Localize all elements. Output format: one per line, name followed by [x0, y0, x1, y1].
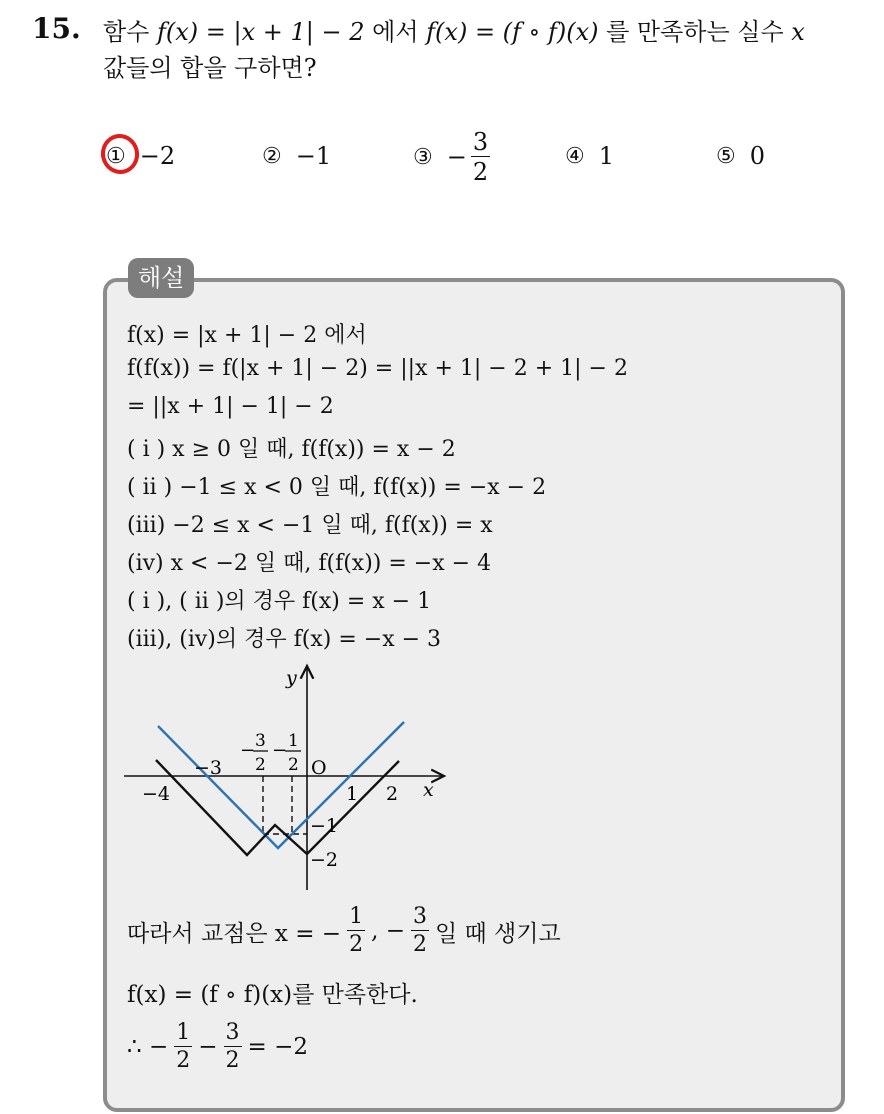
- solution-line-2: f(f(x)) = f(|x + 1| − 2) = ||x + 1| − 2 + 1| − 2: [127, 356, 628, 381]
- question-number: 15.: [32, 12, 81, 45]
- solution-line-7: (iv) x < −2 일 때, f(f(x)) = −x − 4: [127, 551, 492, 576]
- solution-line-1: f(x) = |x + 1| − 2 에서: [127, 323, 367, 348]
- y-axis-label: y: [286, 667, 297, 689]
- choice-1-number: ①: [106, 143, 126, 169]
- choice-5-value: 0: [749, 142, 766, 170]
- choice-2[interactable]: [262, 142, 331, 170]
- origin-label: O: [311, 757, 327, 779]
- solution-tag: 해설: [128, 258, 194, 298]
- solution-line-8: ( i ), ( ii )의 경우 f(x) = x − 1: [127, 589, 432, 614]
- tick-label-1: 1: [346, 783, 359, 805]
- question-line-2: 값들의 합을 구하면?: [103, 54, 317, 82]
- tick-label-neg-1: −1: [310, 815, 339, 837]
- choice-3-number: ③: [413, 144, 433, 170]
- conclusion-line-1: 따라서 교점은 x = − $\frac{1}{2}$ , − $\frac{3}{2}$ 일 때 생기고: [127, 904, 561, 957]
- final-answer-line: ∴ − $\frac{1}{2}$ − $\frac{3}{2}$ = −2: [127, 1020, 308, 1073]
- solution-line-3: = ||x + 1| − 1| − 2: [127, 394, 334, 419]
- choice-2-number: ②: [262, 143, 282, 169]
- tick-label-neg-4: −4: [142, 783, 171, 805]
- svg-text:−: −: [272, 740, 288, 761]
- choice-4-value: 1: [598, 142, 615, 170]
- choice-3-value: − $\frac{3}{2}$: [446, 128, 489, 186]
- solution-line-4: ( i ) x ≥ 0 일 때, f(f(x)) = x − 2: [127, 437, 456, 462]
- choice-3[interactable]: [413, 130, 490, 184]
- choice-5[interactable]: [716, 142, 765, 170]
- choice-5-number: ⑤: [716, 143, 736, 169]
- choice-1-value: −2: [139, 142, 176, 170]
- svg-text:2: 2: [288, 755, 299, 775]
- question-line-1: 함수 f(x) = |x + 1| − 2 에서 f(x) = (f ∘ f)(x) 를 만족하는 실수 x: [103, 18, 805, 46]
- choice-4[interactable]: [565, 142, 614, 170]
- tick-label-neg-2: −2: [310, 849, 339, 871]
- solution-line-6: (iii) −2 ≤ x < −1 일 때, f(f(x)) = x: [127, 513, 493, 538]
- question-text: [103, 14, 873, 86]
- solution-line-9: (iii), (iv)의 경우 f(x) = −x − 3: [127, 627, 442, 652]
- svg-text:1: 1: [288, 731, 299, 751]
- solution-line-5: ( ii ) −1 ≤ x < 0 일 때, f(f(x)) = −x − 2: [127, 475, 547, 500]
- tick-label-neg-3: −3: [194, 757, 223, 779]
- graph-fof-line: [156, 760, 399, 855]
- function-graph: [120, 662, 460, 900]
- tick-label-2: 2: [386, 783, 399, 805]
- conclusion-line-2: f(x) = (f ∘ f)(x)를 만족한다.: [127, 982, 418, 1008]
- svg-text:−: −: [240, 740, 256, 761]
- choice-2-value: −1: [295, 142, 332, 170]
- x-axis-label: x: [423, 779, 434, 801]
- svg-text:3: 3: [255, 731, 266, 751]
- tick-label-neg-half: [272, 731, 301, 775]
- choice-4-number: ④: [565, 143, 585, 169]
- tick-label-neg-three-halves: [240, 731, 268, 775]
- svg-text:2: 2: [255, 755, 266, 775]
